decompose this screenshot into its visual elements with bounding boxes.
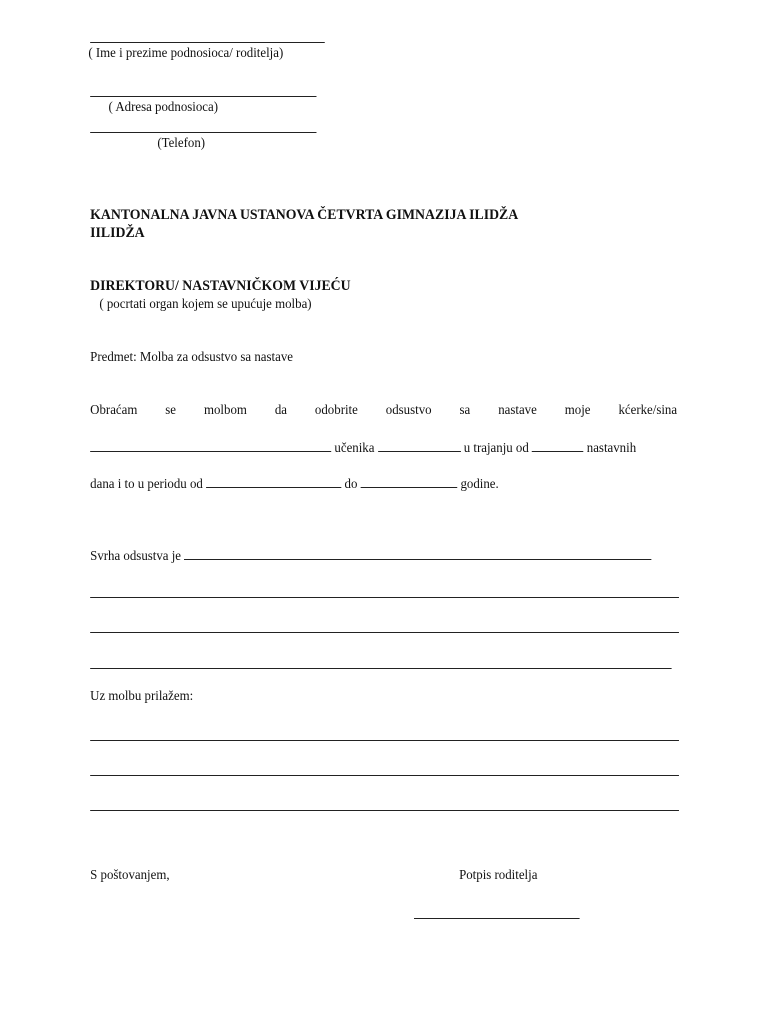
attachments-label: Uz molbu prilažem: bbox=[90, 689, 194, 704]
name-line[interactable] bbox=[90, 42, 325, 43]
date-from-blank[interactable] bbox=[206, 475, 341, 488]
purpose-line-3[interactable] bbox=[90, 632, 679, 633]
attachments-line-3[interactable] bbox=[90, 810, 679, 811]
phone-line[interactable] bbox=[90, 132, 316, 133]
institution-name: KANTONALNA JAVNA USTANOVA ČETVRTA GIMNAZIJA ILIDŽA bbox=[90, 207, 519, 223]
date-to-blank[interactable] bbox=[361, 475, 458, 488]
days-blank[interactable] bbox=[532, 439, 584, 452]
name-label: ( Ime i prezime podnosioca/ roditelja) bbox=[88, 46, 284, 61]
body-line-3 bbox=[90, 475, 499, 493]
word: da bbox=[274, 403, 287, 418]
word: sa bbox=[459, 403, 471, 418]
attachments-line-2[interactable] bbox=[90, 775, 679, 776]
purpose-line-4[interactable] bbox=[90, 668, 671, 669]
purpose-line-2[interactable] bbox=[90, 597, 679, 598]
signature-label: Potpis roditelja bbox=[459, 868, 538, 883]
word: odsustvo bbox=[385, 403, 432, 418]
nastavnih-text: nastavnih bbox=[586, 441, 637, 456]
word: kćerke/sina bbox=[618, 403, 678, 418]
word: nastave bbox=[498, 403, 537, 418]
word: Obraćam bbox=[90, 403, 138, 418]
greeting: S poštovanjem, bbox=[90, 868, 170, 883]
recipient-note: ( pocrtati organ kojem se upućuje molba) bbox=[99, 297, 312, 312]
word: se bbox=[165, 403, 177, 418]
subject-line: Predmet: Molba za odsustvo sa nastave bbox=[90, 350, 293, 365]
attachments-line-1[interactable] bbox=[90, 740, 679, 741]
phone-label: (Telefon) bbox=[157, 136, 206, 151]
recipient-title: DIREKTORU/ NASTAVNIČKOM VIJEĆU bbox=[90, 278, 351, 294]
purpose-blank[interactable] bbox=[184, 547, 651, 560]
word: odobrite bbox=[314, 403, 358, 418]
address-label: ( Adresa podnosioca) bbox=[108, 100, 219, 115]
do-text: do bbox=[344, 477, 358, 492]
word: molbom bbox=[203, 403, 247, 418]
body-line-2 bbox=[90, 439, 636, 457]
word: moje bbox=[564, 403, 591, 418]
student-name-blank[interactable] bbox=[90, 439, 331, 452]
signature-line[interactable] bbox=[414, 918, 580, 919]
class-blank[interactable] bbox=[378, 439, 461, 452]
godine-text: godine. bbox=[460, 477, 499, 492]
purpose-label: Svrha odsustva je bbox=[90, 549, 182, 564]
purpose-row bbox=[90, 547, 651, 565]
institution-city: IILIDŽA bbox=[90, 225, 145, 241]
address-line[interactable] bbox=[90, 96, 316, 97]
period-text: dana i to u periodu od bbox=[90, 477, 203, 492]
body-line-1 bbox=[90, 403, 677, 419]
ucenika-text: učenika bbox=[334, 441, 375, 456]
duration-text: u trajanju od bbox=[463, 441, 529, 456]
